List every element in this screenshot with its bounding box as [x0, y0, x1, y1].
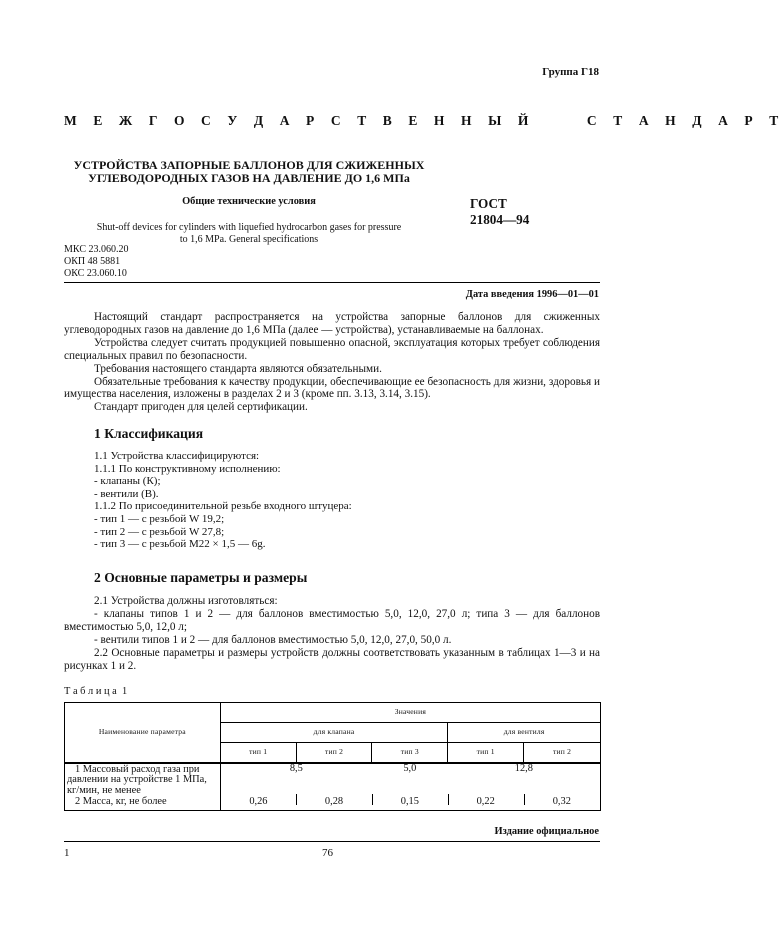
intro-text: [64, 311, 600, 414]
code-oks: ОКС 23.060.10: [64, 268, 127, 279]
value-cell: 8,5: [220, 763, 372, 797]
list-item: - вентили (В).: [94, 487, 159, 500]
param-header: Наименование параметра: [65, 703, 221, 763]
value-cell: 0,15: [372, 797, 448, 811]
vent-header: для вентиля: [448, 723, 601, 743]
column-tick: [448, 794, 449, 805]
title-line-2: УГЛЕВОДОРОДНЫХ ГАЗОВ НА ДАВЛЕНИЕ ДО 1,6 МПа: [88, 171, 410, 185]
group-label: Группа Г18: [542, 66, 599, 78]
intro-paragraph: Обязательные требования к качеству продукции, обеспечивающие ее безопасность для жизни, здоровья и имущества населения, изложены в разделах 2 и 3 (кроме пп. 3.13, 3.14, 3.15).: [64, 375, 600, 401]
list-item: - тип 1 — с резьбой W 19,2;: [94, 512, 225, 525]
type-header: тип 1: [448, 743, 524, 763]
intro-paragraph: Стандарт пригоден для целей сертификации.: [94, 401, 308, 414]
footer-line: [64, 841, 600, 842]
gost-number: 21804—94: [470, 212, 530, 227]
gost-label: ГОСТ: [470, 196, 507, 211]
english-title-2: to 1,6 MPa. General specifications: [179, 234, 319, 245]
page-left: 1: [64, 847, 70, 859]
list-item: 1.1.1 По конструктивному исполнению:: [94, 462, 281, 475]
section-2-paragraph: - клапаны типов 1 и 2 — для баллонов вместимостью 5,0, 12,0, 27,0 л; типа 3 — для баллонов вместимостью 5,0, 12,0 л;: [64, 607, 600, 633]
section-1-list: [94, 450, 352, 551]
page-number: 76: [322, 847, 333, 859]
value-cell: 5,0: [372, 763, 448, 797]
code-mks: МКС 23.060.20: [64, 244, 129, 255]
title-line-1: УСТРОЙСТВА ЗАПОРНЫЕ БАЛЛОНОВ ДЛЯ СЖИЖЕННЫХ: [73, 158, 425, 172]
standard-banner: М Е Ж Г О С У Д А Р С Т В Е Н Н Ы Й С Т А Н Д А Р Т: [64, 113, 781, 128]
english-title-1: Shut-off devices for cylinders with liquefied hydrocarbon gases for pressure: [96, 222, 402, 233]
type-header: тип 2: [524, 743, 601, 763]
list-item: 1.1.2 По присоединительной резьбе входного штуцера:: [94, 500, 352, 513]
values-header: Значения: [220, 703, 600, 723]
type-header: тип 1: [220, 743, 296, 763]
section-1-heading: 1 Классификация: [94, 426, 204, 441]
edition-label: Издание официальное: [494, 826, 599, 837]
value-cell: 12,8: [448, 763, 601, 797]
value-cell: 0,26: [220, 797, 296, 811]
section-2-text: [64, 595, 600, 672]
table-caption: Т а б л и ц а 1: [64, 686, 128, 697]
section-2-paragraph: 2.2 Основные параметры и размеры устройств должны соответствовать указанным в таблицах 1—3 и на рисунках 1 и 2.: [64, 646, 600, 672]
list-item: - тип 3 — с резьбой М22 × 1,5 — 6g.: [94, 538, 266, 551]
table-1: [64, 702, 601, 811]
value-cell: 0,32: [524, 797, 601, 811]
intro-paragraph: Требования настоящего стандарта являются обязательными.: [94, 362, 382, 375]
section-2-heading: 2 Основные параметры и размеры: [94, 570, 308, 585]
section-2-paragraph: - вентили типов 1 и 2 — для баллонов вместимостью 5,0, 12,0, 27,0, 50,0 л.: [94, 633, 452, 646]
intro-paragraph: Настоящий стандарт распространяется на устройства запорные баллонов для сжиженных углеводородных газов на давление до 1,6 МПа (далее — устройства), устанавливаемые на баллонах.: [64, 311, 600, 336]
valve-header: для клапана: [220, 723, 448, 743]
value-cell: 0,22: [448, 797, 524, 811]
list-item: - клапаны (К);: [94, 475, 161, 488]
value-cell: 0,28: [296, 797, 372, 811]
param-name: 1 Массовый расход газа при давлении на устройстве 1 МПа, кг/мин, не менее: [65, 763, 221, 797]
column-tick: [372, 794, 373, 805]
section-2-paragraph: 2.1 Устройства должны изготовляться:: [94, 595, 278, 607]
list-item: 1.1 Устройства классифицируются:: [94, 450, 260, 462]
type-header: тип 2: [296, 743, 372, 763]
date-intro: Дата введения 1996—01—01: [465, 289, 599, 300]
subtitle: Общие технические условия: [182, 196, 316, 207]
divider-line: [64, 282, 600, 283]
code-okp: ОКП 48 5881: [64, 256, 121, 267]
list-item: - тип 2 — с резьбой W 27,8;: [94, 525, 225, 538]
column-tick: [296, 794, 297, 805]
intro-paragraph: Устройства следует считать продукцией повышенно опасной, эксплуатация которых требует соблюдения специальных правил по безопасности.: [64, 336, 600, 362]
param-name: 2 Масса, кг, не более: [65, 797, 221, 811]
column-tick: [524, 794, 525, 805]
type-header: тип 3: [372, 743, 448, 763]
